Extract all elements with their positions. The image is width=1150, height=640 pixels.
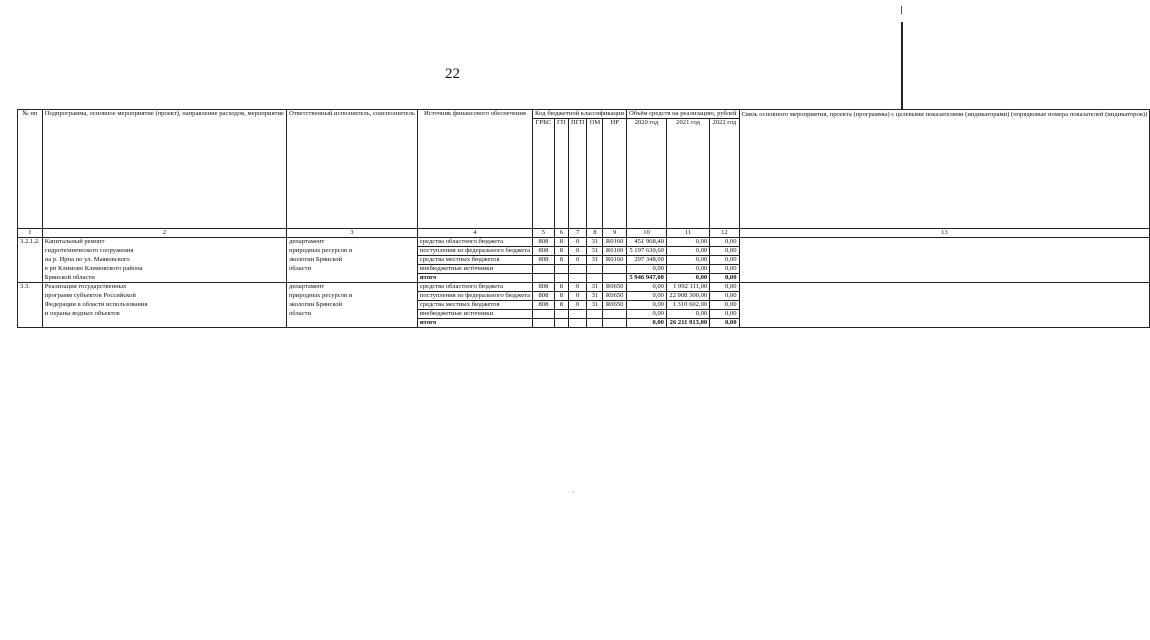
code-om xyxy=(587,319,603,328)
code-grbs: 808 xyxy=(533,256,555,265)
code-gp xyxy=(554,310,568,319)
amount-2022: 0,00 xyxy=(710,301,739,310)
subprogram-name-line: Капитальный ремонт xyxy=(42,238,286,247)
header-code-group: Код бюджетной классификации xyxy=(533,110,627,119)
amount-2020: 0,00 xyxy=(627,292,667,301)
column-number: 2 xyxy=(42,229,286,238)
funding-source: поступления из федерального бюджета xyxy=(417,292,532,301)
table-body xyxy=(18,110,1150,328)
column-number: 6 xyxy=(554,229,568,238)
code-om: 31 xyxy=(587,301,603,310)
code-grbs: 808 xyxy=(533,247,555,256)
amount-2022: 0,00 xyxy=(710,319,739,328)
row-number xyxy=(18,274,43,283)
code-nr xyxy=(603,310,627,319)
code-nr: R0650 xyxy=(603,292,627,301)
code-nr: R0650 xyxy=(603,301,627,310)
page-number: 22 xyxy=(445,66,460,82)
funding-source: итого xyxy=(417,274,532,283)
amount-2021: 0,00 xyxy=(666,310,709,319)
header-link: Связь основного мероприятия, проекта (программы) с целевыми показателями (индикаторами) (порядковые номера показателей (индикаторов)) xyxy=(739,110,1150,229)
code-om: 31 xyxy=(587,283,603,292)
code-nr: R0160 xyxy=(603,247,627,256)
table-row xyxy=(18,256,1150,265)
indicator-link xyxy=(739,274,1150,283)
row-number xyxy=(18,310,43,319)
indicator-link xyxy=(739,283,1150,292)
row-number: 3.2.1.2. xyxy=(18,238,43,247)
code-pgp xyxy=(568,310,587,319)
code-pgp: 0 xyxy=(568,292,587,301)
header-year-2020: 2020 год xyxy=(627,119,667,229)
budget-table xyxy=(17,109,1150,328)
amount-2022: 0,00 xyxy=(710,292,739,301)
table-row xyxy=(18,283,1150,292)
amount-2020: 0,00 xyxy=(627,283,667,292)
funding-source: внебюджетные источники xyxy=(417,310,532,319)
code-gp xyxy=(554,274,568,283)
code-om: 31 xyxy=(587,238,603,247)
row-number xyxy=(18,292,43,301)
amount-2022: 0,00 xyxy=(710,247,739,256)
subprogram-name-line: гидротехнического сооружения xyxy=(42,247,286,256)
column-number: 4 xyxy=(417,229,532,238)
responsible-line: природных ресурсов и xyxy=(286,292,417,301)
code-pgp xyxy=(568,319,587,328)
amount-2022: 0,00 xyxy=(710,256,739,265)
code-gp: 8 xyxy=(554,292,568,301)
responsible-line: природных ресурсов и xyxy=(286,247,417,256)
amount-2020: 451 968,40 xyxy=(627,238,667,247)
code-nr xyxy=(603,265,627,274)
code-grbs: 808 xyxy=(533,292,555,301)
code-pgp: 0 xyxy=(568,301,587,310)
amount-2022: 0,00 xyxy=(710,238,739,247)
indicator-link xyxy=(739,247,1150,256)
table-row xyxy=(18,319,1150,328)
code-om: 31 xyxy=(587,256,603,265)
row-number xyxy=(18,247,43,256)
code-nr: R0160 xyxy=(603,238,627,247)
code-nr xyxy=(603,319,627,328)
subprogram-name-line xyxy=(42,319,286,328)
responsible-line: области xyxy=(286,310,417,319)
amount-2021: 0,00 xyxy=(666,265,709,274)
code-gp: 8 xyxy=(554,238,568,247)
header-nr: НР xyxy=(603,119,627,229)
header-om: ОМ xyxy=(587,119,603,229)
header-year-2021: 2021 год xyxy=(666,119,709,229)
row-number: 3.3. xyxy=(18,283,43,292)
code-pgp: 0 xyxy=(568,238,587,247)
column-number: 7 xyxy=(568,229,587,238)
responsible-line: департамент xyxy=(286,283,417,292)
code-gp xyxy=(554,265,568,274)
code-gp: 8 xyxy=(554,256,568,265)
code-om xyxy=(587,265,603,274)
scan-speck xyxy=(573,492,574,493)
code-grbs: 808 xyxy=(533,238,555,247)
column-number: 5 xyxy=(533,229,555,238)
indicator-link xyxy=(739,319,1150,328)
column-number: 3 xyxy=(286,229,417,238)
scan-edge-tick xyxy=(901,6,902,14)
code-grbs xyxy=(533,319,555,328)
amount-2021: 0,00 xyxy=(666,256,709,265)
funding-source: средства областного бюджета xyxy=(417,283,532,292)
column-number: 11 xyxy=(666,229,709,238)
amount-2022: 0,00 xyxy=(710,274,739,283)
funding-source: средства областного бюджета xyxy=(417,238,532,247)
amount-2020: 5 197 630,60 xyxy=(627,247,667,256)
subprogram-name-line: Брянской области xyxy=(42,274,286,283)
table-row xyxy=(18,274,1150,283)
row-number xyxy=(18,301,43,310)
responsible-line: экологии Брянской xyxy=(286,301,417,310)
indicator-link xyxy=(739,310,1150,319)
code-om: 31 xyxy=(587,247,603,256)
funding-source: итого xyxy=(417,319,532,328)
subprogram-name-line: программ субъектов Российской xyxy=(42,292,286,301)
amount-2021: 1 992 111,00 xyxy=(666,283,709,292)
column-number: 1 xyxy=(18,229,43,238)
header-pgp: ПГП xyxy=(568,119,587,229)
column-number: 9 xyxy=(603,229,627,238)
code-gp: 8 xyxy=(554,247,568,256)
amount-2020: 0,00 xyxy=(627,301,667,310)
responsible-line: области xyxy=(286,265,417,274)
amount-2020: 0,00 xyxy=(627,319,667,328)
subprogram-name-line: Федерации в области использования xyxy=(42,301,286,310)
column-number: 10 xyxy=(627,229,667,238)
amount-2021: 26 211 013,00 xyxy=(666,319,709,328)
responsible-line xyxy=(286,319,417,328)
table-row xyxy=(18,265,1150,274)
table-row xyxy=(18,301,1150,310)
header-source: Источник финансового обеспечения xyxy=(417,110,532,229)
code-gp xyxy=(554,319,568,328)
code-om xyxy=(587,274,603,283)
subprogram-name-line: Реализация государственных xyxy=(42,283,286,292)
row-number xyxy=(18,319,43,328)
code-pgp: 0 xyxy=(568,256,587,265)
amount-2021: 22 908 300,00 xyxy=(666,292,709,301)
code-pgp xyxy=(568,274,587,283)
header-year-2022: 2022 год xyxy=(710,119,739,229)
subprogram-name-line: на р. Ирпа по ул. Маяковского xyxy=(42,256,286,265)
amount-2020: 0,00 xyxy=(627,265,667,274)
amount-2022: 0,00 xyxy=(710,265,739,274)
header-volume-group: Объём средств на реализацию, рублей xyxy=(627,110,739,119)
responsible-line: экологии Брянской xyxy=(286,256,417,265)
responsible-line xyxy=(286,274,417,283)
code-pgp xyxy=(568,265,587,274)
row-number xyxy=(18,265,43,274)
funding-source: поступления из федерального бюджета xyxy=(417,247,532,256)
amount-2022: 0,00 xyxy=(710,283,739,292)
code-grbs: 808 xyxy=(533,301,555,310)
funding-source: средства местных бюджетов xyxy=(417,256,532,265)
header-num: № пп xyxy=(18,110,43,229)
code-grbs xyxy=(533,265,555,274)
code-nr: R0650 xyxy=(603,283,627,292)
column-number: 13 xyxy=(739,229,1150,238)
row-number xyxy=(18,256,43,265)
amount-2022: 0,00 xyxy=(710,310,739,319)
code-pgp: 0 xyxy=(568,283,587,292)
column-number: 12 xyxy=(710,229,739,238)
indicator-link xyxy=(739,238,1150,247)
code-grbs: 808 xyxy=(533,283,555,292)
code-gp: 8 xyxy=(554,301,568,310)
code-gp: 8 xyxy=(554,283,568,292)
column-number: 8 xyxy=(587,229,603,238)
amount-2020: 297 348,00 xyxy=(627,256,667,265)
header-subprogram: Подпрограмма, основное мероприятие (проект), направление расходов, мероприятие xyxy=(42,110,286,229)
amount-2021: 0,00 xyxy=(666,247,709,256)
code-om xyxy=(587,310,603,319)
amount-2020: 5 946 947,00 xyxy=(627,274,667,283)
code-om: 31 xyxy=(587,292,603,301)
code-nr xyxy=(603,274,627,283)
code-pgp: 0 xyxy=(568,247,587,256)
code-nr: R0160 xyxy=(603,256,627,265)
table-row xyxy=(18,247,1150,256)
subprogram-name-line: и охраны водных объектов xyxy=(42,310,286,319)
indicator-link xyxy=(739,301,1150,310)
funding-source: внебюджетные источники xyxy=(417,265,532,274)
header-gp: ГП xyxy=(554,119,568,229)
table-row xyxy=(18,292,1150,301)
header-grbs: ГРБС xyxy=(533,119,555,229)
amount-2021: 0,00 xyxy=(666,238,709,247)
table-row xyxy=(18,238,1150,247)
subprogram-name-line: в рп Климово Климовского района xyxy=(42,265,286,274)
indicator-link xyxy=(739,292,1150,301)
amount-2020: 0,00 xyxy=(627,310,667,319)
code-grbs xyxy=(533,274,555,283)
funding-source: средства местных бюджетов xyxy=(417,301,532,310)
code-grbs xyxy=(533,310,555,319)
amount-2021: 0,00 xyxy=(666,274,709,283)
responsible-line: департамент xyxy=(286,238,417,247)
indicator-link xyxy=(739,256,1150,265)
table-row xyxy=(18,310,1150,319)
indicator-link xyxy=(739,265,1150,274)
scan-edge-mark xyxy=(901,22,903,110)
header-responsible: Ответственный исполнитель, соисполнитель xyxy=(286,110,417,229)
amount-2021: 1 310 602,00 xyxy=(666,301,709,310)
